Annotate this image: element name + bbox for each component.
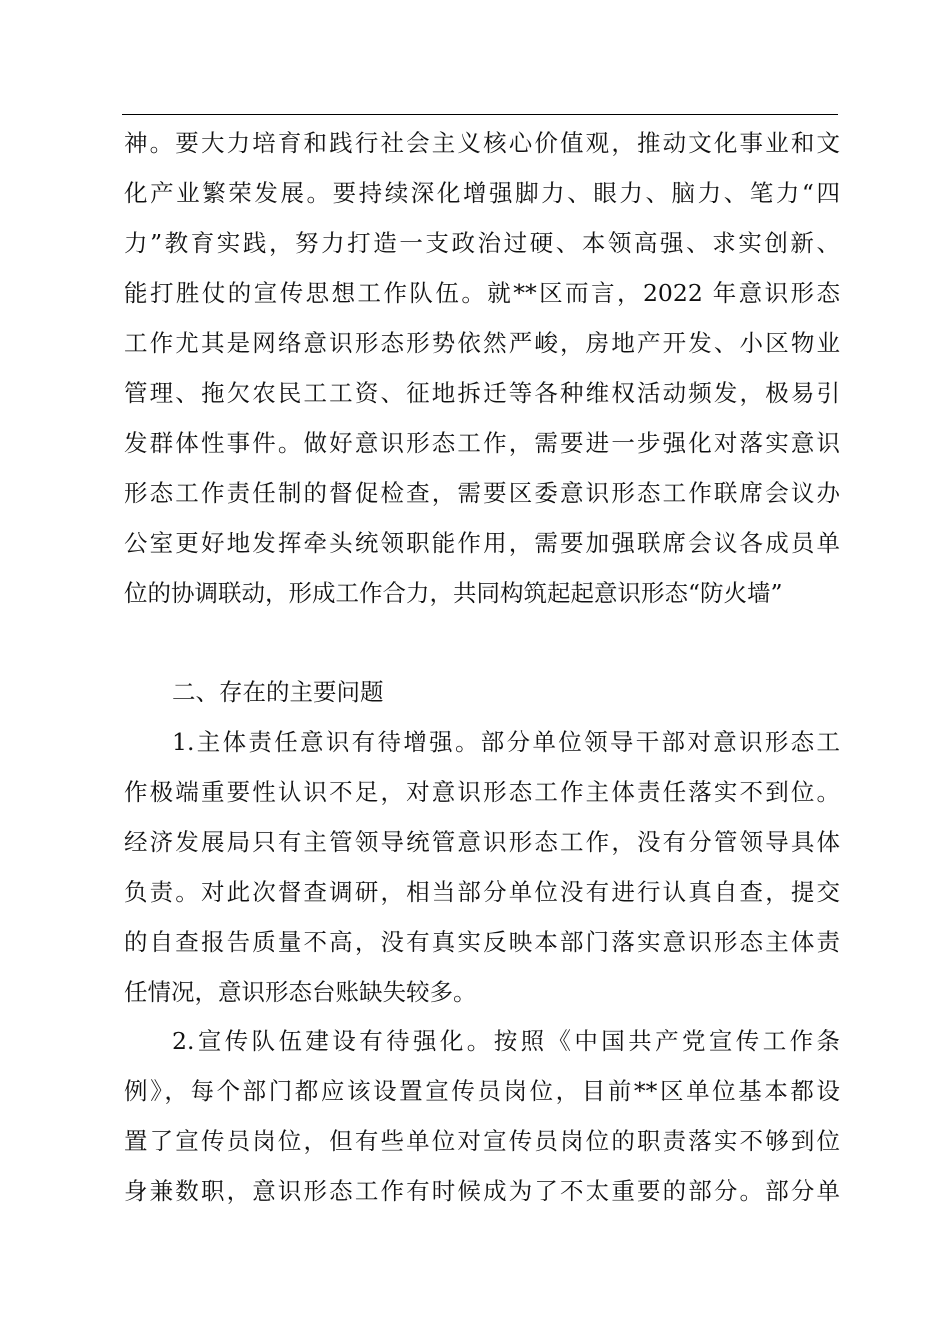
paragraph-line: 2.宣传队伍建设有待强化。按照《中国共产党宣传工作条 (172, 1027, 840, 1055)
paragraph-line: 任情况，意识形态台账缺失较多。 (124, 978, 477, 1006)
paragraph-intro (124, 118, 840, 618)
paragraph-line: 1.主体责任意识有待增强。部分单位领导干部对意识形态工 (172, 728, 840, 756)
paragraph-line: 神。要大力培育和践行社会主义核心价值观，推动文化事业和文 (124, 129, 840, 157)
paragraph-line: 置了宣传员岗位，但有些单位对宣传员岗位的职责落实不够到位 (124, 1127, 840, 1155)
section-heading: 二、存在的主要问题 (172, 678, 384, 706)
paragraph-line: 作极端重要性认识不足，对意识形态工作主体责任落实不到位。 (124, 778, 840, 806)
paragraph-item-1 (124, 717, 840, 1017)
paragraph-line: 发群体性事件。做好意识形态工作，需要进一步强化对落实意识 (124, 429, 840, 457)
paragraph-line: 位的协调联动，形成工作合力，共同构筑起起意识形态“防火墙” (124, 579, 783, 607)
paragraph-line: 化产业繁荣发展。要持续深化增强脚力、眼力、脑力、笔力“四 (124, 179, 840, 207)
paragraph-line: 公室更好地发挥牵头统领职能作用，需要加强联席会议各成员单 (124, 529, 840, 557)
paragraph-line: 形态工作责任制的督促检查，需要区委意识形态工作联席会议办 (124, 479, 840, 507)
paragraph-item-2 (124, 1016, 840, 1216)
paragraph-line: 身兼数职，意识形态工作有时候成为了不太重要的部分。部分单 (124, 1177, 840, 1205)
paragraph-line: 管理、拖欠农民工工资、征地拆迁等各种维权活动频发，极易引 (124, 379, 840, 407)
paragraph-line: 负责。对此次督查调研，相当部分单位没有进行认真自查，提交 (124, 878, 840, 906)
paragraph-line: 力”教育实践，努力打造一支政治过硬、本领高强、求实创新、 (124, 229, 840, 257)
paragraph-line: 能打胜仗的宣传思想工作队伍。就**区而言，2022 年意识形态 (124, 279, 840, 307)
header-rule (122, 114, 838, 115)
paragraph-line: 的自查报告质量不高，没有真实反映本部门落实意识形态主体责 (124, 928, 840, 956)
paragraph-line: 例》，每个部门都应该设置宣传员岗位，目前**区单位基本都设 (124, 1077, 840, 1105)
paragraph-line: 工作尤其是网络意识形态形势依然严峻，房地产开发、小区物业 (124, 329, 840, 357)
paragraph-line: 经济发展局只有主管领导统管意识形态工作，没有分管领导具体 (124, 828, 840, 856)
